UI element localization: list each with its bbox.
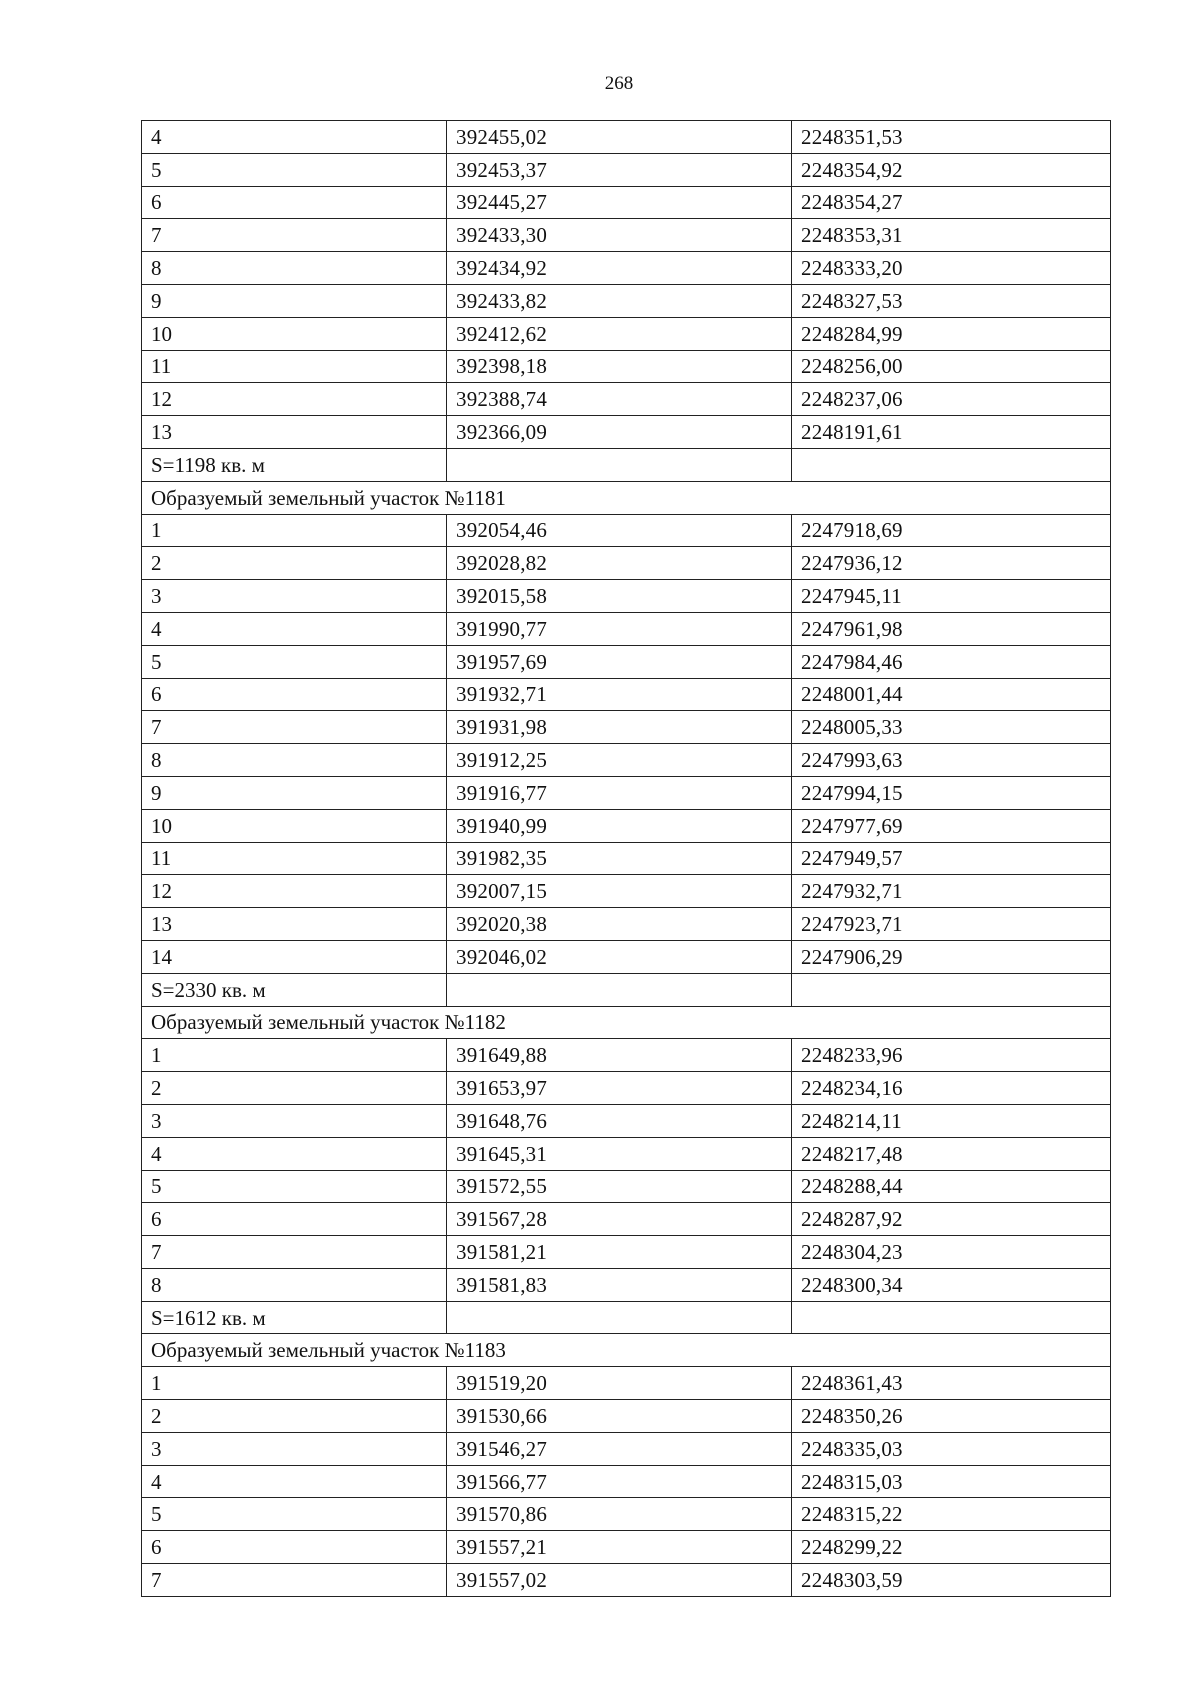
coordinate-x: 392015,58	[447, 580, 792, 613]
point-row	[142, 1039, 1111, 1072]
coordinate-x: 391912,25	[447, 744, 792, 777]
point-row	[142, 1072, 1111, 1105]
coordinate-y: 2248005,33	[792, 711, 1111, 744]
point-row	[142, 1104, 1111, 1137]
coordinate-y: 2248233,96	[792, 1039, 1111, 1072]
coordinate-x: 391570,86	[447, 1498, 792, 1531]
point-number: 8	[142, 1268, 447, 1301]
coordinate-x: 391581,21	[447, 1236, 792, 1269]
point-number: 8	[142, 252, 447, 285]
coordinate-y: 2248256,00	[792, 350, 1111, 383]
point-number: 12	[142, 383, 447, 416]
coordinate-y: 2247906,29	[792, 940, 1111, 973]
coordinate-y: 2247977,69	[792, 809, 1111, 842]
point-number: 3	[142, 580, 447, 613]
coordinate-y: 2248304,23	[792, 1236, 1111, 1269]
coordinate-y: 2247961,98	[792, 612, 1111, 645]
area-row	[142, 1301, 1111, 1334]
point-number: 13	[142, 908, 447, 941]
coordinate-x: 391581,83	[447, 1268, 792, 1301]
coordinate-x: 391957,69	[447, 645, 792, 678]
area-row	[142, 973, 1111, 1006]
coordinate-x: 391645,31	[447, 1137, 792, 1170]
point-row	[142, 645, 1111, 678]
empty-cell	[792, 1301, 1111, 1334]
empty-cell	[447, 973, 792, 1006]
point-row	[142, 580, 1111, 613]
coordinate-y: 2248351,53	[792, 121, 1111, 154]
coordinate-y: 2248287,92	[792, 1203, 1111, 1236]
point-row	[142, 514, 1111, 547]
coordinate-x: 392434,92	[447, 252, 792, 285]
point-row	[142, 875, 1111, 908]
coordinate-x: 391519,20	[447, 1367, 792, 1400]
point-row	[142, 219, 1111, 252]
coordinate-y: 2248327,53	[792, 284, 1111, 317]
coordinate-x: 391931,98	[447, 711, 792, 744]
coordinate-x: 392054,46	[447, 514, 792, 547]
point-number: 7	[142, 1564, 447, 1597]
point-number: 14	[142, 940, 447, 973]
coordinate-y: 2247918,69	[792, 514, 1111, 547]
empty-cell	[792, 448, 1111, 481]
section-title: Образуемый земельный участок №1182	[142, 1006, 1111, 1039]
coordinate-x: 392433,30	[447, 219, 792, 252]
coordinate-x: 391557,21	[447, 1531, 792, 1564]
point-row	[142, 1465, 1111, 1498]
point-row	[142, 252, 1111, 285]
point-number: 11	[142, 350, 447, 383]
point-row	[142, 940, 1111, 973]
point-row	[142, 186, 1111, 219]
coordinate-x: 391982,35	[447, 842, 792, 875]
coordinate-x: 391653,97	[447, 1072, 792, 1105]
point-row	[142, 1432, 1111, 1465]
point-number: 2	[142, 1400, 447, 1433]
coordinate-y: 2247949,57	[792, 842, 1111, 875]
coordinate-x: 392453,37	[447, 153, 792, 186]
point-number: 4	[142, 1137, 447, 1170]
coordinate-y: 2248214,11	[792, 1104, 1111, 1137]
coordinates-table-body	[142, 121, 1111, 1597]
coordinate-y: 2248001,44	[792, 678, 1111, 711]
point-number: 4	[142, 1465, 447, 1498]
area-row	[142, 448, 1111, 481]
coordinate-x: 391566,77	[447, 1465, 792, 1498]
coordinate-y: 2248284,99	[792, 317, 1111, 350]
section-title-row	[142, 1334, 1111, 1367]
coordinate-y: 2248300,34	[792, 1268, 1111, 1301]
page-number: 268	[604, 73, 634, 94]
coordinate-y: 2248234,16	[792, 1072, 1111, 1105]
point-row	[142, 383, 1111, 416]
coordinate-y: 2247984,46	[792, 645, 1111, 678]
point-number: 9	[142, 284, 447, 317]
point-number: 11	[142, 842, 447, 875]
point-number: 7	[142, 711, 447, 744]
point-number: 9	[142, 776, 447, 809]
coordinate-y: 2247936,12	[792, 547, 1111, 580]
coordinate-x: 391567,28	[447, 1203, 792, 1236]
point-number: 7	[142, 219, 447, 252]
point-number: 7	[142, 1236, 447, 1269]
point-row	[142, 1203, 1111, 1236]
point-row	[142, 842, 1111, 875]
coordinate-x: 391940,99	[447, 809, 792, 842]
point-row	[142, 1268, 1111, 1301]
coordinate-y: 2247932,71	[792, 875, 1111, 908]
coordinate-x: 392028,82	[447, 547, 792, 580]
point-number: 4	[142, 612, 447, 645]
section-title: Образуемый земельный участок №1183	[142, 1334, 1111, 1367]
point-number: 3	[142, 1104, 447, 1137]
point-number: 5	[142, 153, 447, 186]
empty-cell	[447, 448, 792, 481]
point-row	[142, 711, 1111, 744]
coordinate-x: 392412,62	[447, 317, 792, 350]
point-row	[142, 1400, 1111, 1433]
point-row	[142, 1137, 1111, 1170]
point-row	[142, 1367, 1111, 1400]
point-number: 10	[142, 317, 447, 350]
point-row	[142, 776, 1111, 809]
point-row	[142, 1564, 1111, 1597]
point-number: 5	[142, 1170, 447, 1203]
coordinate-y: 2248361,43	[792, 1367, 1111, 1400]
coordinate-x: 391572,55	[447, 1170, 792, 1203]
point-row	[142, 809, 1111, 842]
coordinate-y: 2247994,15	[792, 776, 1111, 809]
point-number: 2	[142, 547, 447, 580]
point-row	[142, 612, 1111, 645]
area-value: S=1198 кв. м	[142, 448, 447, 481]
coordinate-y: 2247945,11	[792, 580, 1111, 613]
coordinate-y: 2248191,61	[792, 416, 1111, 449]
coordinate-y: 2248333,20	[792, 252, 1111, 285]
point-number: 12	[142, 875, 447, 908]
point-number: 6	[142, 678, 447, 711]
coordinate-x: 392398,18	[447, 350, 792, 383]
point-number: 10	[142, 809, 447, 842]
point-number: 8	[142, 744, 447, 777]
point-row	[142, 1531, 1111, 1564]
coordinate-y: 2248288,44	[792, 1170, 1111, 1203]
coordinate-y: 2248315,03	[792, 1465, 1111, 1498]
point-number: 1	[142, 1367, 447, 1400]
coordinate-x: 392388,74	[447, 383, 792, 416]
point-number: 1	[142, 1039, 447, 1072]
point-number: 6	[142, 1531, 447, 1564]
point-row	[142, 416, 1111, 449]
coordinates-table	[141, 120, 1111, 1597]
section-title-row	[142, 1006, 1111, 1039]
coordinate-y: 2248354,92	[792, 153, 1111, 186]
coordinate-y: 2248335,03	[792, 1432, 1111, 1465]
area-value: S=2330 кв. м	[142, 973, 447, 1006]
point-row	[142, 1170, 1111, 1203]
point-row	[142, 350, 1111, 383]
coordinate-x: 391648,76	[447, 1104, 792, 1137]
point-row	[142, 121, 1111, 154]
point-row	[142, 284, 1111, 317]
section-title-row	[142, 481, 1111, 514]
coordinate-x: 391546,27	[447, 1432, 792, 1465]
coordinate-y: 2248303,59	[792, 1564, 1111, 1597]
point-number: 4	[142, 121, 447, 154]
coordinate-x: 392455,02	[447, 121, 792, 154]
point-number: 6	[142, 1203, 447, 1236]
coordinate-y: 2248353,31	[792, 219, 1111, 252]
coordinate-x: 392445,27	[447, 186, 792, 219]
point-row	[142, 678, 1111, 711]
coordinate-y: 2247923,71	[792, 908, 1111, 941]
coordinate-y: 2248299,22	[792, 1531, 1111, 1564]
coordinate-y: 2248350,26	[792, 1400, 1111, 1433]
point-row	[142, 547, 1111, 580]
coordinate-y: 2248315,22	[792, 1498, 1111, 1531]
point-number: 13	[142, 416, 447, 449]
point-number: 6	[142, 186, 447, 219]
point-number: 1	[142, 514, 447, 547]
point-row	[142, 317, 1111, 350]
point-number: 5	[142, 645, 447, 678]
coordinate-x: 391530,66	[447, 1400, 792, 1433]
coordinate-x: 392433,82	[447, 284, 792, 317]
coordinate-x: 391932,71	[447, 678, 792, 711]
point-number: 5	[142, 1498, 447, 1531]
empty-cell	[447, 1301, 792, 1334]
area-value: S=1612 кв. м	[142, 1301, 447, 1334]
section-title: Образуемый земельный участок №1181	[142, 481, 1111, 514]
coordinate-y: 2248237,06	[792, 383, 1111, 416]
coordinate-x: 391916,77	[447, 776, 792, 809]
point-number: 3	[142, 1432, 447, 1465]
coordinate-x: 392020,38	[447, 908, 792, 941]
coordinate-x: 391990,77	[447, 612, 792, 645]
point-row	[142, 908, 1111, 941]
point-row	[142, 1236, 1111, 1269]
point-row	[142, 744, 1111, 777]
point-number: 2	[142, 1072, 447, 1105]
coordinate-x: 392046,02	[447, 940, 792, 973]
coordinate-x: 391649,88	[447, 1039, 792, 1072]
point-row	[142, 153, 1111, 186]
coordinate-y: 2248217,48	[792, 1137, 1111, 1170]
coordinate-x: 392007,15	[447, 875, 792, 908]
coordinate-x: 392366,09	[447, 416, 792, 449]
point-row	[142, 1498, 1111, 1531]
coordinate-y: 2248354,27	[792, 186, 1111, 219]
empty-cell	[792, 973, 1111, 1006]
coordinate-x: 391557,02	[447, 1564, 792, 1597]
coordinate-y: 2247993,63	[792, 744, 1111, 777]
